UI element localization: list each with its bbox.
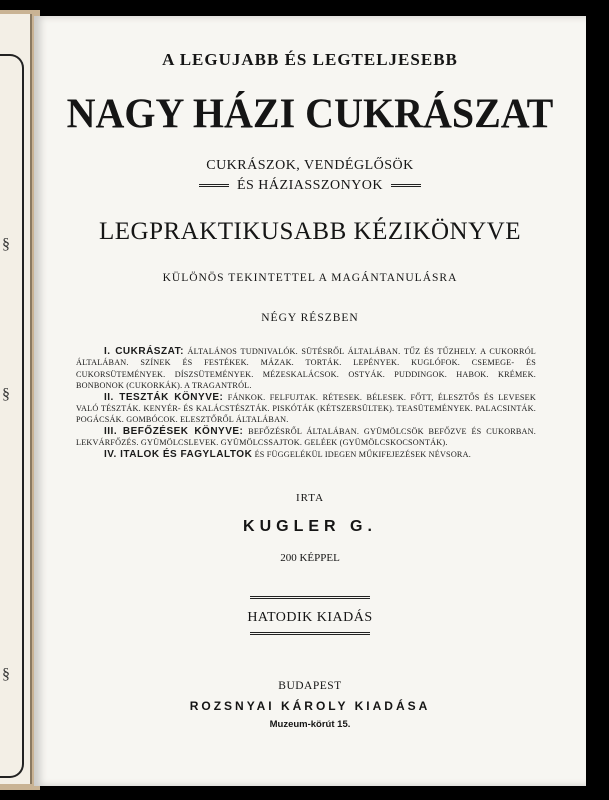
double-rule-right	[391, 184, 421, 187]
contents-item	[76, 346, 536, 392]
audience-line-2	[34, 178, 586, 194]
title-page	[34, 16, 586, 786]
audience-line-1: CUKRÁSZOK, VENDÉGLŐSÖK	[206, 158, 414, 173]
author-name: KUGLER G.	[243, 518, 377, 535]
title-line-1: A LEGUJABB ÉS LEGTELJESEBB	[162, 50, 458, 69]
scroll-ornament-icon: §	[2, 236, 10, 253]
contents-item-text: ÉS FÜGGELÉKÜL IDEGEN MŰKIFEJEZÉSEK NÉVSORA.	[254, 449, 471, 459]
contents-item	[76, 426, 536, 449]
edition-rule-top	[250, 596, 370, 599]
subtitle: LEGPRAKTIKUSABB KÉZIKÖNYVE	[98, 218, 521, 245]
written-by-label: IRTA	[295, 492, 325, 504]
publisher-address: Muzeum-körút 15.	[269, 719, 351, 730]
main-title: NAGY HÁZI CUKRÁSZAT	[66, 89, 554, 138]
illustrations-note: 200 KÉPPEL	[280, 552, 340, 564]
contents-item-heading: II. TESZTÁK KÖNYVE:	[104, 391, 224, 403]
double-rule-left	[199, 184, 229, 187]
contents-item-heading: III. BEFŐZÉSEK KÖNYVE:	[104, 425, 244, 437]
decorative-border-ornament	[0, 54, 24, 778]
left-page-edge	[0, 14, 32, 784]
contents-item-text: ÁLTALÁNOS TUDNIVALÓK. SÜTÉSRŐL ÁLTALÁBAN. TŰZ ÉS TŰZHELY. A CUKORRÓL ÁLTALÁBAN. SZÍNEK ÉS FESTÉKEK. MÁZAK. TORTÁK. LEPÉNYEK. KUGLÓFOK. CSEMEGE- ÉS CUKORSÜTEMÉNYEK. DÍSZSÜTEMÉNYEK. MÉZESKALÁCSOK. OSTYÁK. PUDDINGOK. HABOK. KRÉMEK. BONBONOK (CUKORKÁK). A TRAGANTRÓL.	[76, 347, 537, 391]
parts-note: NÉGY RÉSZBEN	[261, 312, 359, 324]
publisher-name: ROZSNYAI KÁROLY KIADÁSA	[189, 699, 431, 713]
edition-label: HATODIK KIADÁS	[247, 610, 373, 625]
edition-rule-bottom	[250, 632, 370, 635]
special-note: KÜLÖNÖS TEKINTETTEL A MAGÁNTANULÁSRA	[162, 272, 458, 284]
contents-item	[76, 392, 536, 426]
contents-item-text: BEFŐZÉSRŐL ÁLTALÁBAN. GYÜMÖLCSÖK BEFŐZVE ÉS CUKORBAN. LEKVÁRFŐZÉS. GYÜMÖLCSLEVEK. GYÜMÖLCSSAJTOK. GELÉEK (GYÜMÖLCSKOCSONTÁK).	[76, 426, 536, 448]
scroll-ornament-icon: §	[2, 386, 10, 403]
contents-item-heading: IV. ITALOK ÉS FAGYLALTOK	[104, 448, 253, 460]
audience-line-2-text: ÉS HÁZIASSZONYOK	[236, 178, 384, 193]
contents-list	[76, 346, 536, 460]
scroll-ornament-icon: §	[2, 666, 10, 683]
contents-item-heading: I. CUKRÁSZAT:	[104, 346, 184, 357]
contents-item-text: FÁNKOK. FELFUJTAK. RÉTESEK. BÉLESEK. FŐTT, ÉLESZTŐS ÉS LEVESEK VALÓ TÉSZTÁK. KENYÉR- ÉS KALÁCSTÉSZTÁK. PISKÓTÁK (KÉTSZERSÜLTEK). TEASÜTEMÉNYEK. PALACSINTÁK. POGÁCSÁK. GOMBÓCOK. ELESZTŐRŐL ÁLTALÁBAN.	[76, 392, 537, 425]
publication-city: BUDAPEST	[278, 680, 342, 692]
contents-item	[76, 449, 536, 460]
